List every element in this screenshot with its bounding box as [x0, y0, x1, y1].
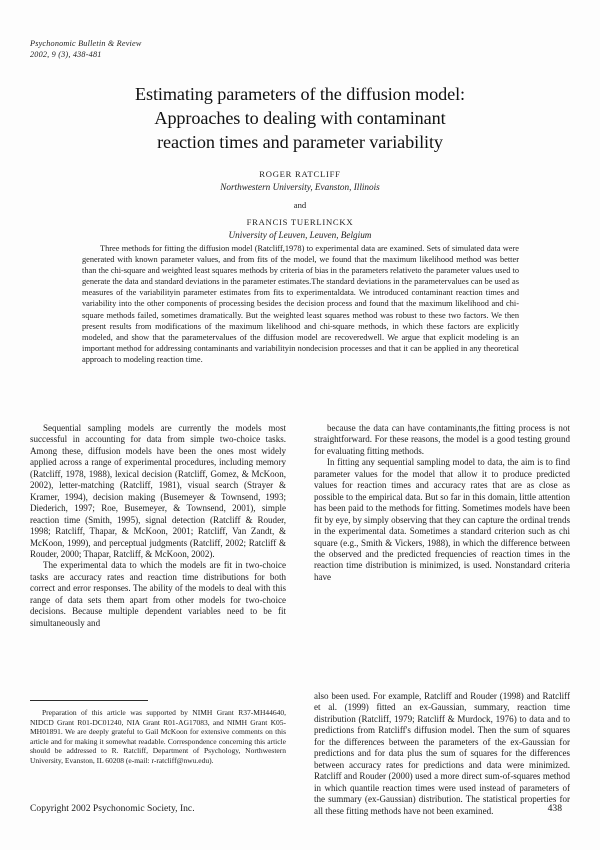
title-line-3: reaction times and parameter variability [157, 132, 443, 152]
paragraph-right-2: In fitting any sequential sampling model to data, the aim is to find parameter values for the model that allow it to produce predicted values for reaction times and accuracy rates that are as close as possible to the empirical data. But so far in this domain, little attention has been paid to the methods for fitting. Sometimes models have been fit by eye, by simply observing that they can capture the ordinal trends in the experimental data. Sometimes a standard criterion such as chi square (e.g., Smith & Vickers, 1988), in which the difference between the observed and the predicted frequencies of reaction times in the reaction time distribution is minimized, is used. Nonstandard criteria have [314, 457, 570, 582]
paragraph-right-3: also been used. For example, Ratcliff and Rouder (1998) and Ratcliff et al. (1999) fitted an ex-Gaussian, summary, reaction time distribution (Ratcliff, 1979; Ratcliff & Murdock, 1976) to data and to predictions from Ratcliff's diffusion model. Then the sum of squares for the differences between the parameters of the ex-Gaussian for predictions and for data plus the sum of squares for the differences between accuracy rates for predictions and data were minimized. Ratcliff and Rouder (2000) used a more direct sum-of-squares method in which quantile reaction times were used instead of parameters of the summary (ex-Gaussian) distribution. The statistical properties for all these fitting methods have not been examined. [314, 691, 570, 816]
title-line-1: Estimating parameters of the diffusion model: [134, 84, 466, 104]
author-name-1: ROGER RATCLIFF [259, 169, 341, 179]
author-conjunction: and [293, 200, 307, 210]
copyright-notice: Copyright 2002 Psychonomic Society, Inc. [30, 803, 195, 814]
title-line-2: Approaches to dealing with contaminant [154, 108, 446, 128]
body-column-left [30, 423, 286, 629]
body-columns [30, 423, 570, 691]
page-title [55, 82, 545, 154]
paragraph-left-2: The experimental data to which the models are fit in two-choice tasks are accuracy rates and reaction time distributions for both correct and error responses. The ability of the models to deal with this range of data sets them apart from other models for two-choice decisions. Because multiple dependent variables need to be fit simultaneously and [30, 560, 286, 628]
author-block [55, 168, 545, 242]
footnote-divider [30, 700, 148, 701]
journal-name: Psychonomic Bulletin & Review [30, 39, 142, 48]
abstract-text: Three methods for fitting the diffusion model (Ratcliff,1978) to experimental data are examined. Sets of simulated data were generated with known parameter values, and from fits of the model, we found that the maximum likelihood method was better than the chi-square and weighted least squares methods by criteria of bias in the parameters relativeto the parameter values used to generate the data and standard deviations in the parameter estimates.The standard deviations in the parametervalues can be used as measures of the variabilityin parameter estimates from fits to experimentaldata. We introduced contaminant reaction times and variability into the other components of processing besides the decision process and found that the maximum likelihood and chi-square methods failed, sometimes dramatically. But the weighted least squares method was robust to these two factors. We then present results from modifications of the maximum likelihood and chi-square methods, in which these factors are explicitly modeled, and show that the parametervalues of the diffusion model are recoveredwell. We argue that explicit modeling is an important method for addressing contaminants and variabilityin nondecision processes and that it can be applied in any theoretical approach to modeling reaction time. [82, 244, 519, 364]
journal-running-head [30, 38, 142, 60]
author-name-2: FRANCIS TUERLINCKX [246, 217, 354, 227]
footnote-text: Preparation of this article was supported by NIMH Grant R37-MH44640, NIDCD Grant R01-DC01240, NIA Grant R01-AG17083, and NIMH Grant K05-MH01891. We are deeply grateful to Gail McKoon for extensive comments on this article and for making it somewhat readable. Correspondence concerning this article should be addressed to R. Ratcliff, Department of Psychology, Northwestern University, Evanston, IL 60208 (e-mail: r-ratcliff@nwu.edu). [30, 708, 286, 765]
body-column-right-continued [314, 691, 570, 817]
author-affiliation-2: University of Leuven, Leuven, Belgium [228, 230, 372, 240]
paragraph-right-1: because the data can have contaminants,the fitting process is not straightforward. For these reasons, the model is a good testing ground for evaluating fitting methods. [314, 423, 570, 456]
body-column-right [314, 423, 570, 583]
journal-issue: 2002, 9 (3), 438-481 [30, 50, 102, 59]
paragraph-left-1: Sequential sampling models are currently the models most successful in accounting for data from simple two-choice tasks. Among these, diffusion models have been the ones most widely applied across a range of experimental procedures, including memory (Ratcliff, 1978, 1988), lexical decision (Ratcliff, Gomez, & McKoon, 2002), letter-matching (Ratcliff, 1981), visual search (Strayer & Kramer, 1994), decision making (Busemeyer & Townsend, 1993; Diederich, 1997; Roe, Busemeyer, & Townsend, 2001), simple reaction time (Smith, 1995), signal detection (Ratcliff & Rouder, 1998; Ratcliff, Thapar, & McKoon, 2001; Ratcliff, Van Zandt, & McKoon, 1999), and perceptual judgments (Ratcliff, 2002; Ratcliff & Rouder, 2000; Thapar, Ratcliff, & McKoon, 2002). [30, 423, 286, 559]
author-affiliation-1: Northwestern University, Evanston, Illinois [220, 182, 380, 192]
page-number: 438 [547, 803, 562, 814]
